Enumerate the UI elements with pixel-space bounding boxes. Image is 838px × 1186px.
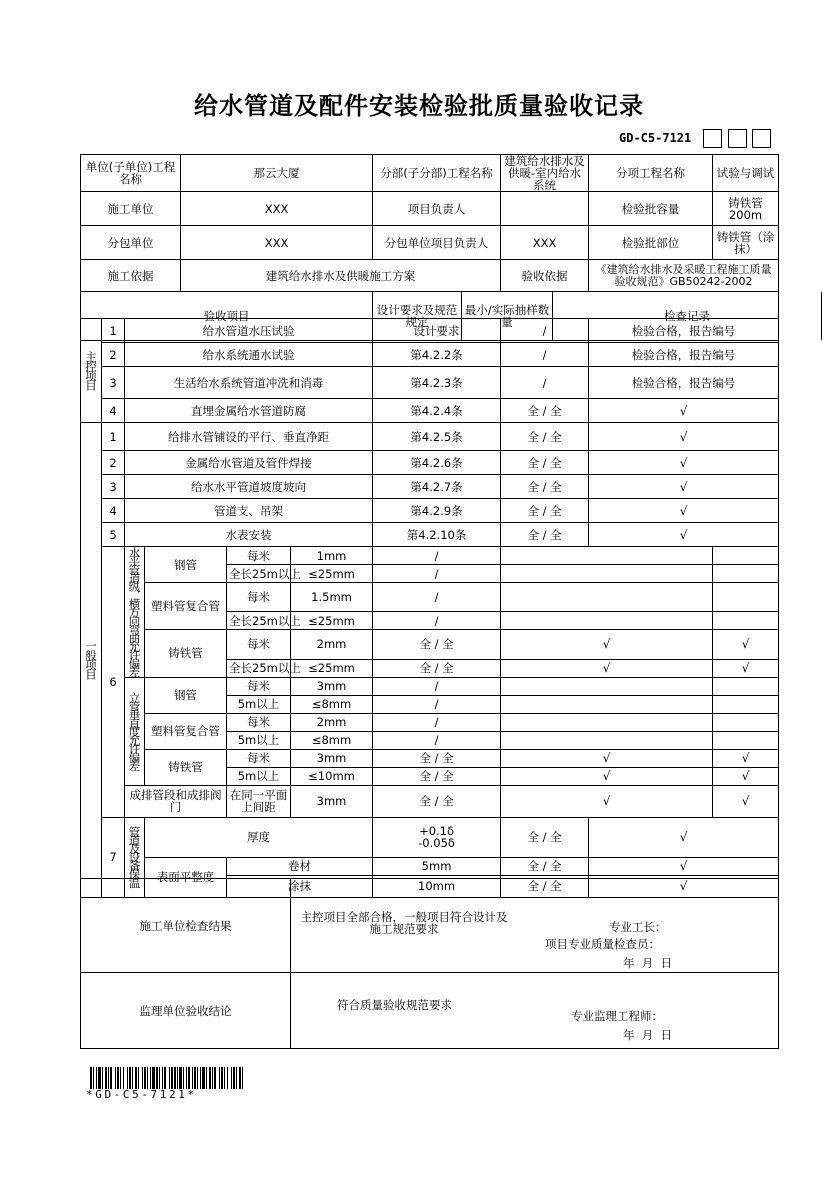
sample-cell[interactable]: 全 / 全 [373, 630, 501, 659]
general-group-label [81, 423, 102, 898]
sub-item-label: 全长25m以上 [227, 659, 291, 677]
barcode-bar [147, 1067, 148, 1089]
record-cell[interactable]: 检验合格，报告编号 [589, 319, 779, 343]
record-cell[interactable]: √ [589, 857, 779, 875]
design-req: ≤25mm [291, 565, 373, 583]
barcode-bar [96, 1067, 97, 1089]
engineer-label: 专业监理工程师： [571, 1009, 663, 1023]
col-item-header: 验收项目 [81, 292, 373, 341]
record-cell[interactable]: √ [589, 451, 779, 475]
barcode-bar [169, 1067, 170, 1089]
constructor-value[interactable]: XXX [181, 192, 373, 226]
constructor-result-label: 施工单位检查结果 [81, 879, 291, 973]
horizontal-label-text: 水平管道纵、横方向弯曲允许偏差 [127, 547, 142, 675]
item-no: 1 [102, 319, 125, 343]
sub-item-label: 每米 [227, 677, 291, 695]
subdivision-label: 分部(子分部)工程名称 [373, 155, 501, 192]
result-cell[interactable]: √ [713, 659, 779, 677]
barcode-bar [236, 1067, 237, 1089]
barcode-bar [93, 1067, 94, 1089]
barcode-bar [227, 1067, 228, 1089]
barcode-bar [171, 1067, 173, 1089]
unit-name-value[interactable]: 那云大厦 [181, 155, 373, 192]
part-value[interactable]: 铸铁管（涂抹） [713, 226, 779, 260]
sub-item-label: 每米 [227, 583, 291, 612]
barcode-text: *GD-C5-7121* [86, 1088, 197, 1101]
barcode-bar [152, 1067, 155, 1089]
result-cell[interactable]: √ [713, 767, 779, 785]
sample-cell[interactable]: / [373, 583, 501, 612]
paint-label: 涂抹 [227, 875, 373, 897]
barcode-bar [200, 1067, 201, 1089]
barcode-bar [174, 1067, 176, 1089]
plastic-label: 塑料管复合管 [145, 713, 227, 749]
record-cell[interactable]: √ [589, 523, 779, 547]
design-req: 1mm [291, 547, 373, 565]
barcode-bar [105, 1067, 107, 1089]
inspector-label: 项目专业质量检查员： [545, 937, 660, 951]
col-design-header-cell: 设计要求及规范规定 [373, 292, 462, 340]
barcode-bar [219, 1067, 220, 1089]
vertical-deviation-label [125, 677, 145, 785]
result-cell[interactable] [713, 565, 779, 583]
sample-cell[interactable]: / [501, 367, 589, 399]
item-no: 2 [102, 343, 125, 367]
barcode-bar [117, 1067, 119, 1089]
design-req: 第4.2.6条 [373, 451, 501, 475]
item-name: 给水水平管道坡度坡向 [125, 475, 373, 499]
barcode-bar [221, 1067, 223, 1089]
record-cell[interactable]: √ [589, 475, 779, 499]
sample-cell[interactable]: 全 / 全 [373, 659, 501, 677]
sub-item-label: 每米 [227, 630, 291, 659]
item-no: 2 [102, 451, 125, 475]
capacity-label: 检验批容量 [589, 192, 713, 226]
barcode-bar [110, 1067, 112, 1089]
code-box-2[interactable] [728, 129, 747, 148]
result-cell[interactable]: √ [713, 630, 779, 659]
barcode-bar [231, 1067, 232, 1089]
sample-cell[interactable]: / [501, 319, 589, 343]
subpm-value[interactable]: XXX [501, 226, 589, 260]
sample-cell[interactable]: / [373, 677, 501, 695]
sample-cell[interactable]: / [373, 695, 501, 713]
design-req: 第4.2.5条 [373, 423, 501, 451]
flatness-label: 表面平整度 [145, 857, 227, 897]
date-label: 年 月 日 [623, 956, 673, 970]
constructor-result-cell[interactable] [291, 879, 779, 973]
result-cell[interactable]: √ [713, 785, 779, 817]
barcode-bar [209, 1067, 211, 1089]
record-cell[interactable]: √ [589, 875, 779, 897]
thickness-label: 厚度 [145, 817, 373, 857]
item-no: 6 [102, 547, 125, 818]
item-name: 金属给水管道及管件焊接 [125, 451, 373, 475]
barcode-bar [179, 1067, 182, 1089]
accept-value[interactable]: 《建筑给水排水及采暖工程施工质量验收规范》GB50242-2002 [589, 260, 779, 292]
row-valve-label: 成排管段和成排阀门 [125, 785, 227, 817]
barcode-bar [144, 1067, 146, 1089]
basis-label: 施工依据 [81, 260, 181, 292]
record-cell[interactable]: √ [501, 785, 713, 817]
result-cell[interactable]: √ [713, 749, 779, 767]
horizontal-deviation-label [125, 547, 145, 678]
sample-cell[interactable]: 全 / 全 [501, 875, 589, 897]
item-no: 1 [102, 423, 125, 451]
barcode-bar [206, 1067, 207, 1089]
pm-value[interactable] [501, 192, 589, 226]
sample-cell[interactable]: 全 / 全 [373, 785, 501, 817]
sub-item-label: 每米 [227, 749, 291, 767]
part-label: 检验批部位 [589, 226, 713, 260]
subpm-label: 分包单位项目负责人 [373, 226, 501, 260]
barcode-bar [120, 1067, 121, 1089]
inspection-grid [80, 154, 779, 341]
sample-cell[interactable]: / [373, 565, 501, 583]
page-title: 给水管道及配件安装检验批质量验收记录 [194, 91, 644, 120]
item-name: 给水管道水压试验 [125, 319, 373, 343]
main-group-label [81, 319, 102, 423]
record-cell[interactable]: √ [589, 423, 779, 451]
design-req: 第4.2.9条 [373, 499, 501, 523]
sub-item-label: 5m以上 [227, 767, 291, 785]
barcode-bar [202, 1067, 205, 1089]
capacity-value[interactable]: 铸铁管200m [713, 192, 779, 226]
design-req: 3mm [291, 785, 373, 817]
constructor-result-text: 主控项目全部合格，一般项目符合设计及施工规范要求 [300, 910, 508, 936]
result-cell[interactable] [713, 713, 779, 731]
barcode-bar [197, 1067, 198, 1089]
design-req: ≤8mm [291, 731, 373, 749]
barcode-bar [164, 1067, 166, 1089]
record-cell[interactable]: √ [501, 767, 713, 785]
barcode [90, 1067, 248, 1089]
design-req: 第4.2.2条 [373, 343, 501, 367]
supervisor-cell[interactable] [291, 973, 779, 1049]
barcode-bar [156, 1067, 158, 1089]
subdivision-value[interactable]: 建筑给水排水及供暖-室内给水系统 [501, 155, 589, 192]
sub-item-label: 每米 [227, 713, 291, 731]
barcode-bar [90, 1067, 92, 1089]
sample-cell[interactable]: / [373, 713, 501, 731]
record-cell[interactable] [501, 565, 713, 583]
insulation-label-text: 管道及设备保温 [127, 826, 142, 886]
result-cell[interactable] [713, 677, 779, 695]
sample-cell[interactable]: 全 / 全 [373, 749, 501, 767]
constructor-label: 施工单位 [81, 192, 181, 226]
sample-cell[interactable]: 全 / 全 [501, 857, 589, 875]
record-cell[interactable]: √ [501, 630, 713, 659]
record-cell[interactable] [501, 612, 713, 630]
record-cell[interactable]: √ [589, 817, 779, 857]
cast-label: 铸铁管 [145, 630, 227, 677]
item-no: 5 [102, 523, 125, 547]
sample-cell[interactable]: 全 / 全 [501, 817, 589, 857]
design-req: +0.1δ -0.05δ [373, 817, 501, 857]
item-name: 给排水管铺设的平行、垂直净距 [125, 423, 373, 451]
barcode-bar [212, 1067, 213, 1089]
sample-cell[interactable]: 全 / 全 [373, 767, 501, 785]
sample-cell[interactable]: / [501, 343, 589, 367]
sample-cell[interactable]: 全 / 全 [501, 399, 589, 423]
record-cell[interactable] [501, 713, 713, 731]
cast-label: 铸铁管 [145, 749, 227, 785]
item-name: 水表安装 [125, 523, 373, 547]
subitem-value[interactable]: 试验与调试 [713, 155, 779, 192]
item-no: 7 [102, 817, 125, 897]
sample-cell[interactable]: 全 / 全 [501, 523, 589, 547]
pm-label: 项目负责人 [373, 192, 501, 226]
barcode-bar [108, 1067, 109, 1089]
result-cell[interactable] [713, 583, 779, 612]
design-req: 2mm [291, 630, 373, 659]
item-no: 3 [102, 367, 125, 399]
result-cell[interactable] [713, 612, 779, 630]
barcode-bar [177, 1067, 178, 1089]
barcode-bar [188, 1067, 190, 1089]
record-cell[interactable] [501, 731, 713, 749]
barcode-bar [150, 1067, 151, 1089]
design-req: ≤25mm [291, 612, 373, 630]
subitem-label: 分项工程名称 [589, 155, 713, 192]
result-cell[interactable] [713, 695, 779, 713]
barcode-bar [142, 1067, 143, 1089]
supervisor-label: 监理单位验收结论 [81, 973, 291, 1049]
item-name: 直埋金属给水管道防腐 [125, 399, 373, 423]
barcode-bar [233, 1067, 235, 1089]
item-no: 4 [102, 399, 125, 423]
barcode-bar [162, 1067, 163, 1089]
item-name: 给水系统通水试验 [125, 343, 373, 367]
record-cell[interactable]: √ [589, 399, 779, 423]
main-group-text: 主控项目 [84, 350, 98, 389]
sub-item-label: 每米 [227, 547, 291, 565]
record-cell[interactable]: √ [501, 659, 713, 677]
barcode-bar [183, 1067, 184, 1089]
barcode-bar [242, 1067, 243, 1089]
record-cell[interactable]: √ [589, 499, 779, 523]
design-req: 5mm [373, 857, 501, 875]
barcode-bar [159, 1067, 160, 1089]
vertical-label-text: 立管垂直度允许偏差 [127, 691, 142, 769]
unit-name-label: 单位(子单位)工程名称 [81, 155, 181, 192]
record-cell[interactable] [501, 695, 713, 713]
design-req: 10mm [373, 875, 501, 897]
code-box-3[interactable] [752, 129, 771, 148]
barcode-bar [102, 1067, 103, 1089]
barcode-bar [132, 1067, 133, 1089]
result-cell[interactable] [713, 547, 779, 565]
supervisor-text: 符合质量验收规范要求 [337, 998, 452, 1012]
sub-item-label: 5m以上 [227, 731, 291, 749]
design-req: 第4.2.10条 [373, 523, 501, 547]
design-req: ≤8mm [291, 695, 373, 713]
col-sample-header: 最小/实际抽样数量 [462, 292, 553, 340]
record-cell[interactable]: 检验合格，报告编号 [589, 343, 779, 367]
sub-item-label: 5m以上 [227, 695, 291, 713]
barcode-bar [135, 1067, 137, 1089]
design-req: 3mm [291, 749, 373, 767]
barcode-bar [239, 1067, 241, 1089]
barcode-bar [186, 1067, 187, 1089]
record-cell[interactable]: 检验合格，报告编号 [589, 367, 779, 399]
item-name: 生活给水系统管道冲洗和消毒 [125, 367, 373, 399]
design-req: 第4.2.3条 [373, 367, 501, 399]
record-cell[interactable]: √ [501, 749, 713, 767]
subcontract-value[interactable]: XXX [181, 226, 373, 260]
barcode-bar [115, 1067, 116, 1089]
barcode-bar [127, 1067, 128, 1089]
items-table [80, 318, 779, 898]
item-name: 管道支、吊架 [125, 499, 373, 523]
sample-cell[interactable]: / [373, 547, 501, 565]
record-cell[interactable] [501, 677, 713, 695]
general-group-text: 一般项目 [84, 639, 98, 678]
barcode-bar [224, 1067, 225, 1089]
record-cell[interactable] [501, 547, 713, 565]
record-cell[interactable] [501, 583, 713, 612]
barcode-bar [123, 1067, 124, 1089]
steel-label: 钢管 [145, 547, 227, 583]
sample-cell[interactable]: / [373, 731, 501, 749]
barcode-bar [214, 1067, 216, 1089]
footer-table [80, 878, 779, 1049]
design-req: ≤25mm [291, 659, 373, 677]
row-valve-sub: 在同一平面上间距 [227, 785, 291, 817]
sample-cell[interactable]: 全 / 全 [501, 475, 589, 499]
roll-label: 卷材 [227, 857, 373, 875]
item-no: 3 [102, 475, 125, 499]
design-req: 1.5mm [291, 583, 373, 612]
col-record-header: 检查记录 [553, 292, 822, 340]
result-cell[interactable] [713, 731, 779, 749]
date2-label: 年 月 日 [623, 1028, 673, 1042]
design-req: 设计要求 [373, 319, 501, 343]
basis-value[interactable]: 建筑给水排水及供暖施工方案 [181, 260, 501, 292]
sub-item-label: 全长25m以上 [227, 565, 291, 583]
foreman-label: 专业工长： [609, 920, 667, 934]
sample-cell[interactable]: 全 / 全 [501, 423, 589, 451]
design-req: 第4.2.7条 [373, 475, 501, 499]
sample-cell[interactable]: 全 / 全 [501, 451, 589, 475]
barcode-bar [98, 1067, 101, 1089]
subcontract-label: 分包单位 [81, 226, 181, 260]
document-code: GD-C5-7121 [619, 131, 692, 145]
sub-item-label: 全长25m以上 [227, 612, 291, 630]
design-req: 2mm [291, 713, 373, 731]
sample-cell[interactable]: / [373, 612, 501, 630]
barcode-bar [138, 1067, 139, 1089]
design-req: 3mm [291, 677, 373, 695]
barcode-bar [129, 1067, 131, 1089]
sample-cell[interactable]: 全 / 全 [501, 499, 589, 523]
steel-label: 钢管 [145, 677, 227, 713]
code-box-1[interactable] [703, 129, 722, 148]
item-no: 4 [102, 499, 125, 523]
barcode-bar [194, 1067, 196, 1089]
design-req: ≤10mm [291, 767, 373, 785]
accept-label: 验收依据 [501, 260, 589, 292]
design-req: 第4.2.4条 [373, 399, 501, 423]
barcode-bar [192, 1067, 193, 1089]
plastic-label: 塑料管复合管 [145, 583, 227, 630]
